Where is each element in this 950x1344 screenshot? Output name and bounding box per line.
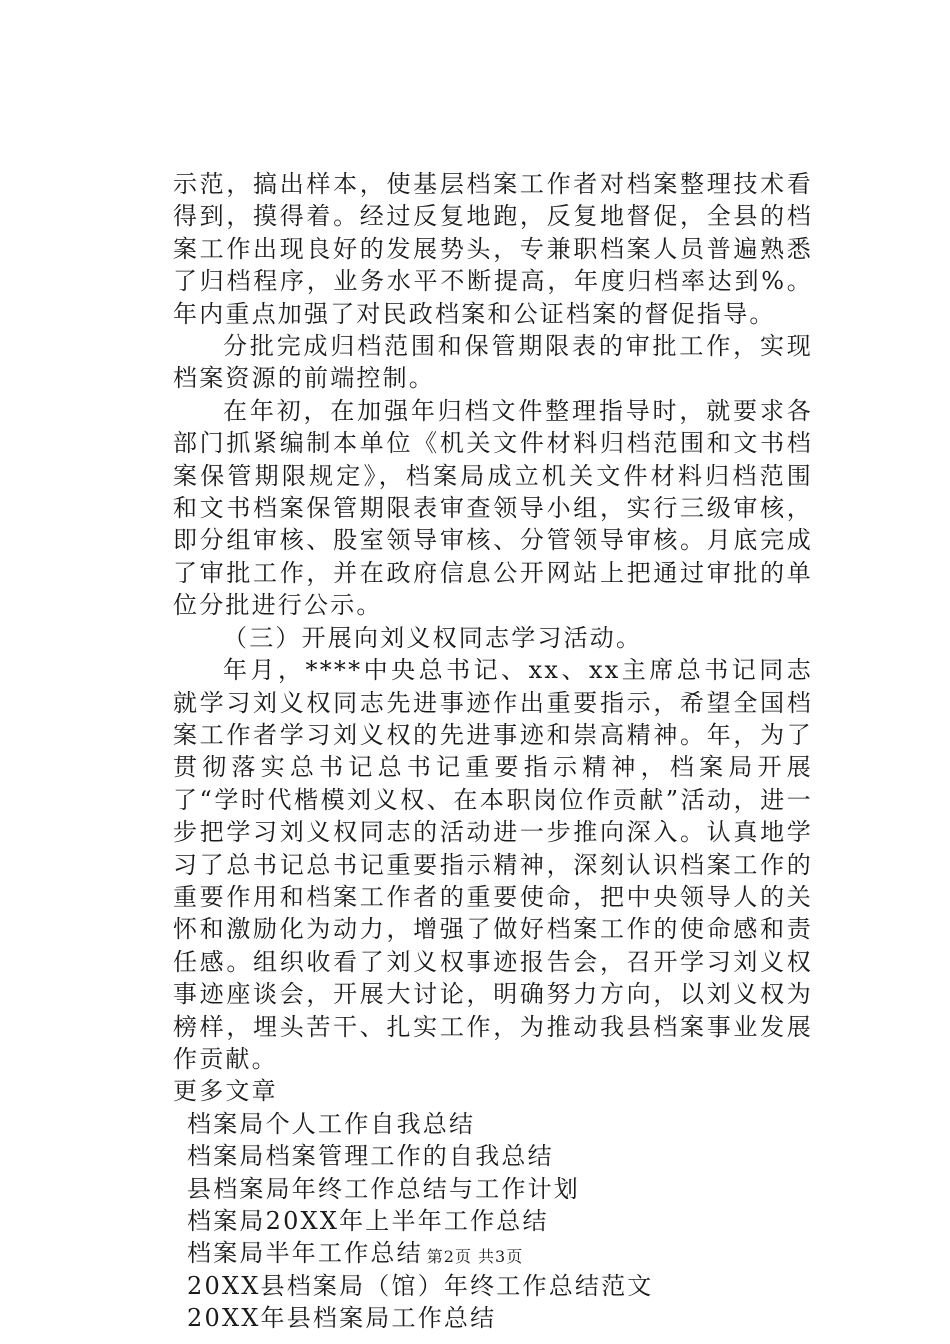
- article-link[interactable]: 档案局个人工作自我总结: [187, 1109, 476, 1138]
- article-link[interactable]: 档案局半年工作总结: [187, 1239, 423, 1268]
- paragraph-approval-detail: 在年初，在加强年归档文件整理指导时，就要求各部门抓紧编制本单位《机关文件材料归档范围和文书档案保管期限规定》，档案局成立机关文件材料归档范围和文书档案保管期限表审查领导小组，实行三级审核，即分组审核、股室领导审核、分管领导审核。月底完成了审批工作，并在政府信息公开网站上把通过审批的单位分批进行公示。: [173, 396, 813, 620]
- page-footer: 第2页 共3页: [426, 1247, 524, 1266]
- document-body: [173, 168, 813, 1335]
- article-link[interactable]: 县档案局年终工作总结与工作计划: [187, 1174, 580, 1203]
- section-heading: （三）开展向刘义权同志学习活动。: [223, 623, 643, 652]
- more-articles-title: 更多文章: [173, 1077, 278, 1106]
- article-link[interactable]: 档案局档案管理工作的自我总结: [187, 1142, 554, 1171]
- article-link[interactable]: 20XX县档案局（馆）年终工作总结范文: [187, 1271, 654, 1300]
- paragraph-approval-summary: 分批完成归档范围和保管期限表的审批工作，实现档案资源的前端控制。: [173, 332, 813, 393]
- paragraph-study-activity: 年月，****中央总书记、xx、xx主席总书记同志就学习刘义权同志先进事迹作出重要指示，希望全国档案工作者学习刘义权的先进事迹和崇高精神。年，为了贯彻落实总书记总书记重要指示精神，档案局开展了“学时代楷模刘义权、在本职岗位作贡献”活动，进一步把学习刘义权同志的活动进一步推向深入。认真地学习了总书记总书记重要指示精神，深刻认识档案工作的重要作用和档案工作者的重要使命，把中央领导人的关怀和激励化为动力，增强了做好档案工作的使命感和责任感。组织收看了刘义权事迹报告会，召开学习刘义权事迹座谈会，开展大讨论，明确努力方向，以刘义权为榜样，埋头苦干、扎实工作，为推动我县档案事业发展作贡献。: [173, 656, 813, 1073]
- more-articles-list: [173, 1108, 813, 1335]
- article-link[interactable]: 20XX年县档案局工作总结: [187, 1304, 497, 1333]
- paragraph-continuation: 示范，搞出样本，使基层档案工作者对档案整理技术看得到，摸得着。经过反复地跑，反复地督促，全县的档案工作出现良好的发展势头，专兼职档案人员普遍熟悉了归档程序，业务水平不断提高，年度归档率达到%。年内重点加强了对民政档案和公证档案的督促指导。: [173, 170, 813, 328]
- article-link[interactable]: 档案局20XX年上半年工作总结: [187, 1207, 549, 1235]
